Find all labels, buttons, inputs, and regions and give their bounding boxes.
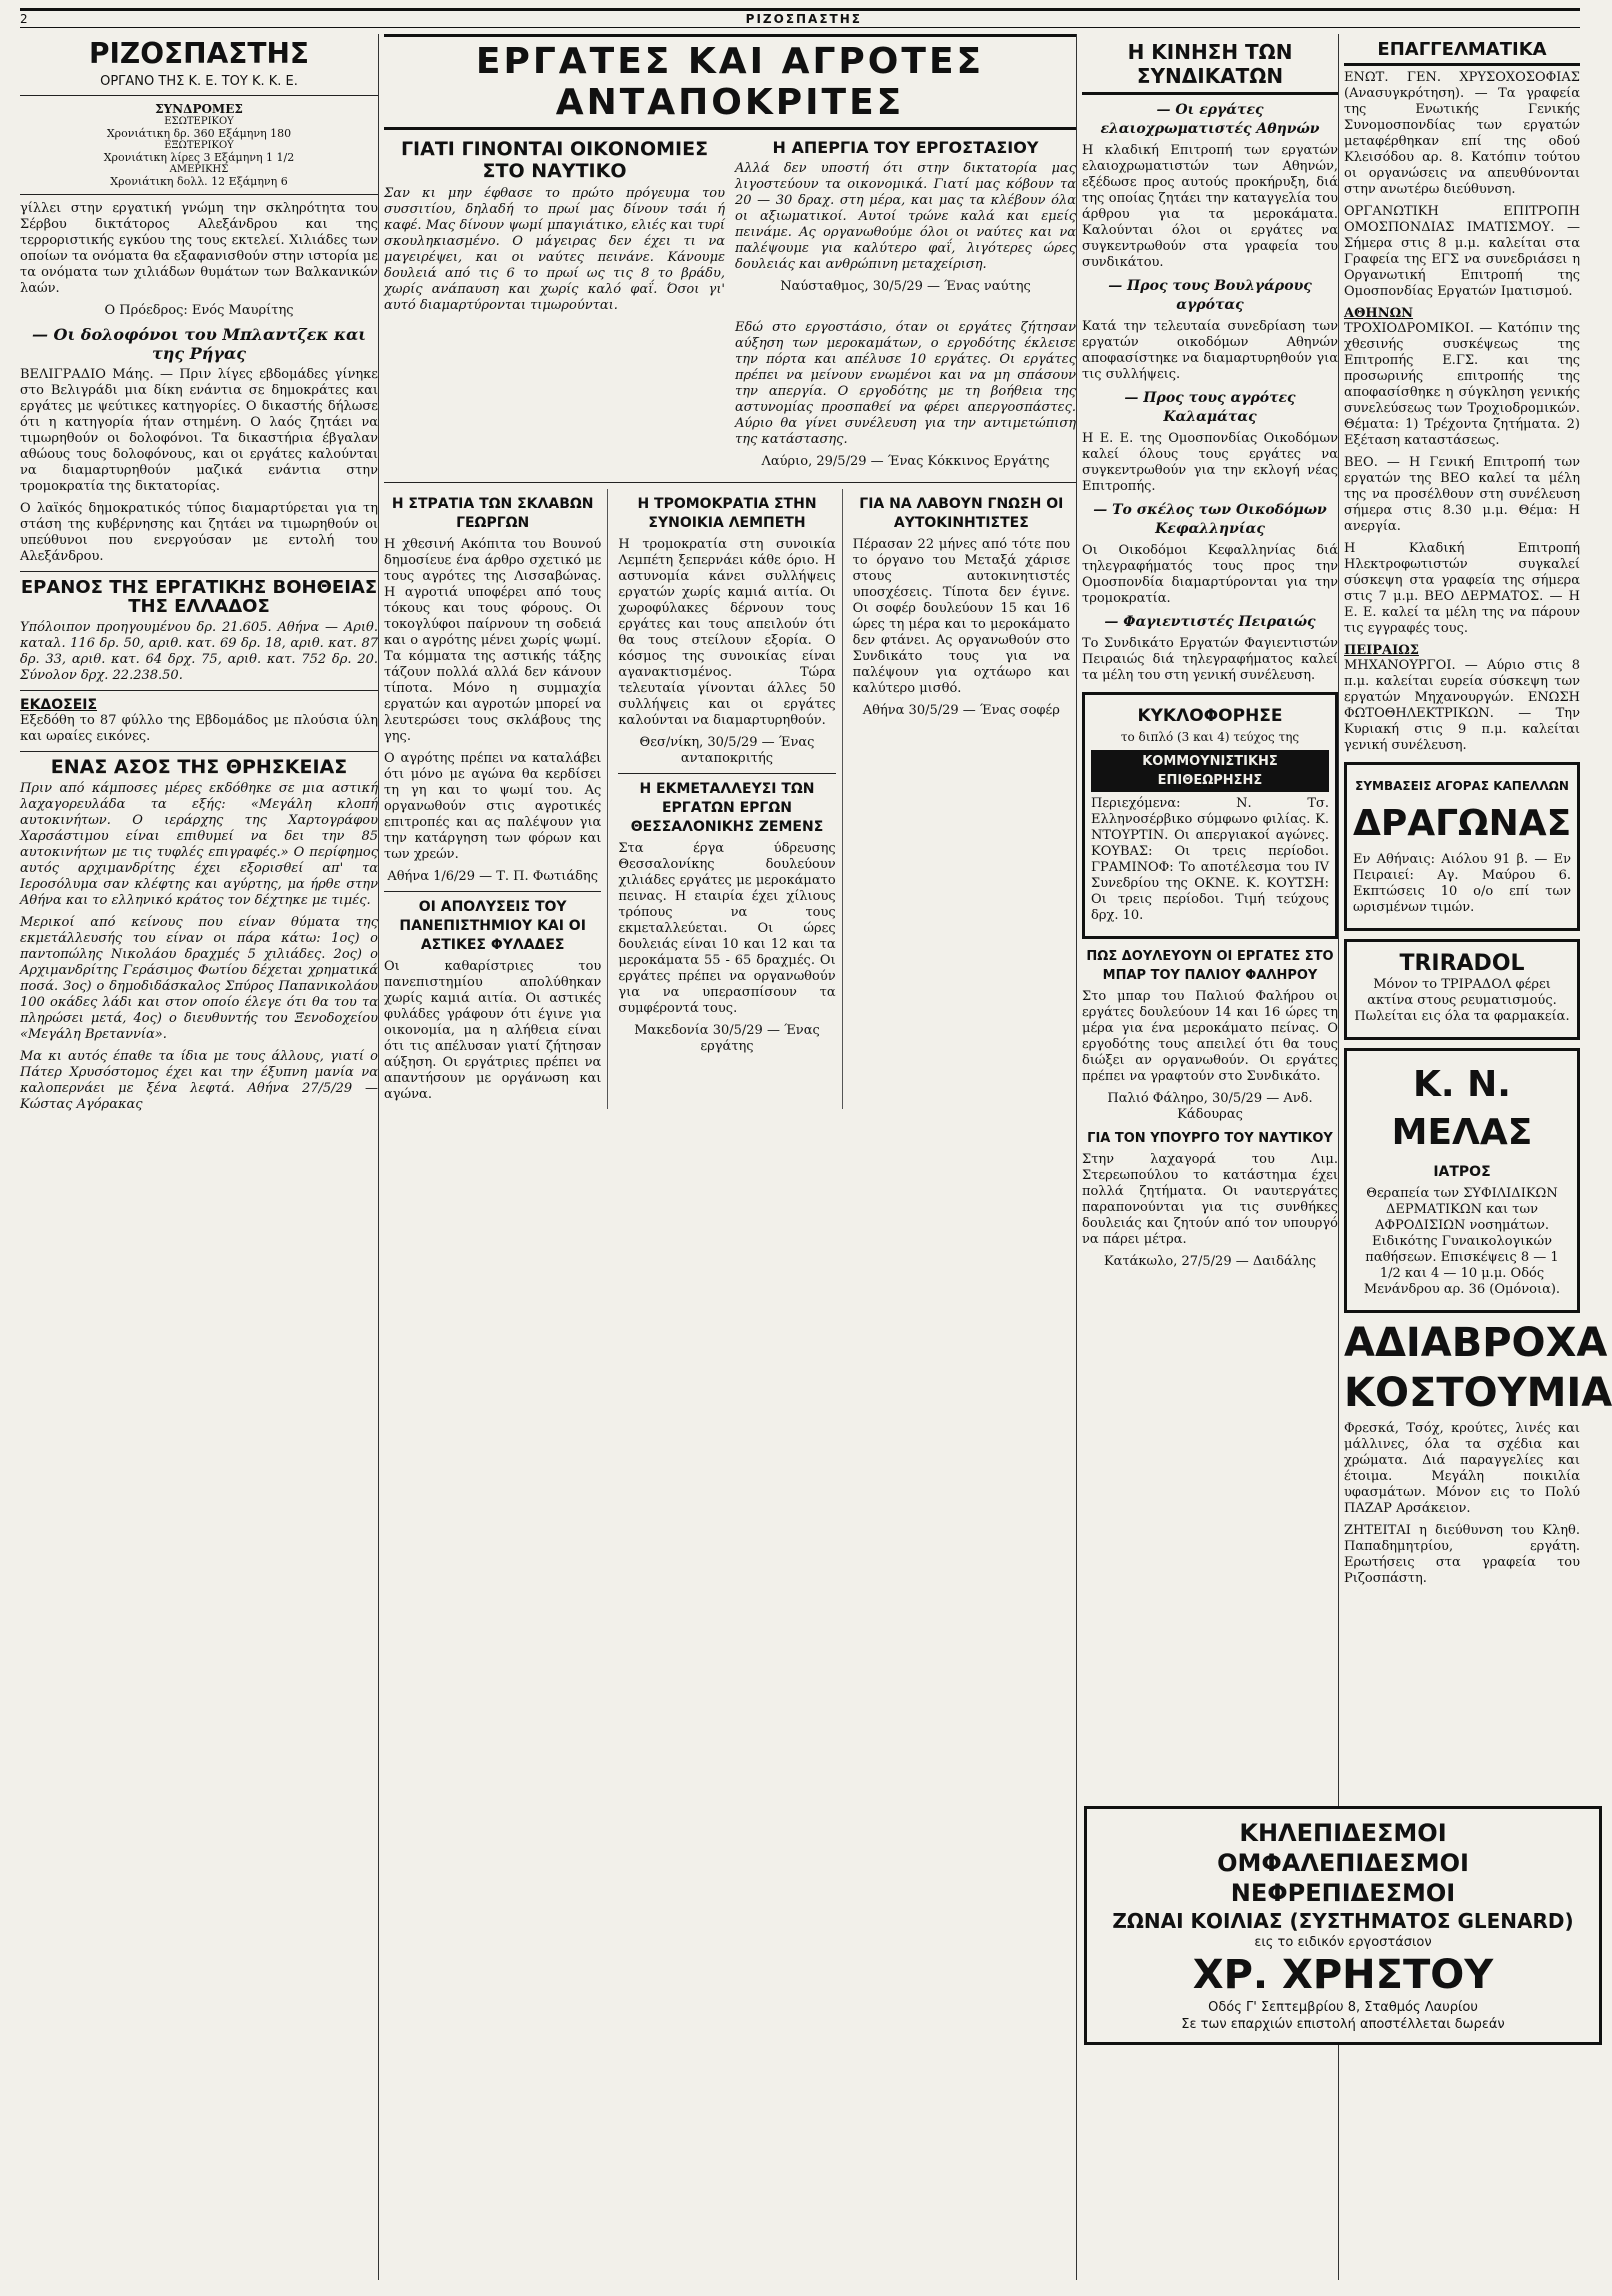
unions-t7-sign: Κατάκωλο, 27/5/29 — Δαιδάλης — [1103, 1254, 1317, 1269]
article-6-text: Οι καθαρίστριες του πανεπιστημίου απολύθηκαν χωρίς καμιά αιτία. Οι αστικές φυλάδες γράφουν ότι έγινε για οικονομία, μα η αλήθεια είναι ότι τις απέλυσαν γιατί ζήτησαν αύξηση. Οι εργάτριες πρέπει να απαντήσουν με οργάνωση και αγώνα. — [384, 959, 602, 1102]
ad-bandages-line4: ΖΩΝΑΙ ΚΟΙΛΙΑΣ (ΣΥΣΤΗΜΑΤΟΣ GLENARD) — [1112, 1909, 1574, 1933]
ad-bandages-line3: ΝΕΦΡΕΠΙΔΕΣΜΟΙ — [1230, 1879, 1456, 1907]
unions-h6: ΠΩΣ ΔΟΥΛΕΥΟΥΝ ΟΙ ΕΡΓΑΤΕΣ ΣΤΟ ΜΠΑΡ ΤΟΥ ΠΑΛΙΟΥ ΦΑΛΗΡΟΥ — [1086, 949, 1334, 983]
ad-raincoats-line1: ΑΔΙΑΒΡΟΧΑ — [1344, 1320, 1608, 1366]
editions-text: Εξεδόθη το 87 φύλλο της Εβδομάδος με πλούσια ύλη και ωραίες εικόνες. — [20, 713, 378, 744]
ad-dragonas-text: Εν Αθήναις: Αιόλου 91 β. — Εν Πειραιεί: Αγ. Μαύρου 6. Εκπτώσεις 10 ο/ο επί των ωρισμένων τιμών. — [1353, 852, 1571, 915]
main-column — [384, 34, 1077, 2280]
article-5-sign: Μακεδονία 30/5/29 — Ένας εργάτης — [634, 1023, 820, 1054]
article-1-text: Σαν κι μην έφθασε το πρώτο πρόγευμα του συσσιτίου, δηλαδή το πρωί μας δίνουν τσάι ή καφέ. Μας δίνουν ψωμί μπαγιάτικο, ελιές και τυρί σκουληκιασμένο. Ο μάγειρας δεν έχει τι να μαγειρέψει, και οι ναύτες πεινάνε. Κάνουμε δουλειά από τις 6 το πρωί ως τις 8 το βράδυ, χωρίς ανάπαυση και χωρίς καλό φαΐ. Όσοι γι' αυτό διαμαρτύρονται τιμωρούνται. — [384, 186, 725, 313]
ad-raincoats-text: Φρεσκά, Τσόχ, κρούτες, λινές και μάλλινες, όλα τα σχέδια και χρώματα. Διά παραγγελίες και έτοιμα. Μεγάλη ποικιλία υφασμάτων. Μόνον εις το Πολύ ΠΑΖΑΡ Αρσάκειον. — [1344, 1421, 1580, 1516]
circulation-sub: το διπλό (3 και 4) τεύχος της — [1120, 730, 1300, 744]
article-1-title: ΓΙΑΤΙ ΓΙΝΟΝΤΑΙ ΟΙΚΟΝΟΜΙΕΣ ΣΤΟ ΝΑΥΤΙΚΟ — [400, 138, 709, 182]
unions-t1: Η κλαδική Επιτροπή των εργατών ελαιοχρωματιστών των Αθηνών, εξέδωσε προς αυτούς προκήρυξη, διά της οποίας ζητάει την καταγγελία του άρθρου για τα μεροκάματα. Καλούνται όλοι οι εργάτες να συγκεντρωθούν στα γραφεία του συνδικάτου. — [1082, 143, 1338, 270]
paper-organ: ΟΡΓΑΝΟ ΤΗΣ Κ. Ε. ΤΟΥ Κ. Κ. Ε. — [100, 74, 298, 89]
article-3-title: Η ΣΤΡΑΤΙΑ ΤΩΝ ΣΚΛΑΒΩΝ ΓΕΩΡΓΩΝ — [391, 496, 594, 531]
unions-h3: — Προς τους αγρότες Καλαμάτας — [1124, 390, 1296, 425]
ad-bandages-line8: Σε των επαρχιών επιστολή αποστέλλεται δωρεάν — [1181, 2017, 1505, 2032]
ad-triradol-name: TRIRADOL — [1399, 951, 1525, 976]
ad-melas-text: Θεραπεία των ΣΥΦΙΛΙΔΙΚΩΝ ΔΕΡΜΑΤΙΚΩΝ και των ΑΦΡΟΔΙΣΙΩΝ νοσημάτων. Ειδικότης Γυναικολογικών παθήσεων. Επισκέψεις 8 — 1 1/2 και 4 — 10 μ.μ. Οδός Μενάνδρου αρ. 36 (Ομόνοια). — [1363, 1186, 1561, 1297]
unions-t4: Οι Οικοδόμοι Κεφαλληνίας διά τηλεγραφήματός τους προς την Ομοσπονδία διαμαρτύρονται για την τρομοκρατία. — [1082, 543, 1338, 606]
ad-bandages-line7: Οδός Γ' Σεπτεμβρίου 8, Σταθμός Λαυρίου — [1208, 2000, 1478, 2015]
ad-bandages-line6: ΧΡ. ΧΡΗΣΤΟΥ — [1192, 1952, 1494, 1998]
editions-head: ΕΚΔΟΣΕΙΣ — [20, 697, 98, 713]
ad-melas — [1344, 1048, 1580, 1313]
wanted-notice: ΖΗΤΕΙΤΑΙ η διεύθυνση του Κληθ. Παπαδημητρίου, εργάτη. Ερωτήσεις στα γραφεία του Ριζοσπάστη. — [1344, 1523, 1580, 1586]
subscriptions-america: ΑΜΕΡΙΚΗΣ — [169, 164, 229, 175]
article-1-text-2: Αλλά δεν υποστή ότι στην δικτατορία μας λιγοστεύουν τα οικονομικά. Γιατί μας κόβουν τα 20 — 30 δραχ. στη μέρα, και μας τα κλέβουν όλα οι αξιωματικοί. Αυτοί τρώνε καλά και εμείς πεινάμε. Ας οργανωθούμε όλοι οι ναύτες και να παλέψουμε για καλύτερο φαΐ, λιγότερες ώρες δουλειάς και ανθρώπινη μεταχείριση. — [735, 161, 1076, 272]
top-bar — [20, 8, 1580, 28]
subscriptions-line2: Χρονιάτικη λίρες 3 Εξάμηνη 1 1/2 — [103, 151, 295, 164]
subscriptions-abroad: ΕΞΩΤΕΡΙΚΟΥ — [164, 140, 234, 151]
ad-bandages-line5: εις το ειδικόν εργοστάσιον — [1254, 1935, 1432, 1950]
subscriptions-head: ΣΥΝΔΡΟΜΕΣ — [155, 102, 243, 116]
professional-e4: ΒΕΟ. — Η Γενική Επιτροπή των εργατών της ΒΕΟ καλεί τα μέλη της να προσέλθουν στη συνέλευση σήμερα στις 8.30 μ.μ. Θέμα: Η ανεργία. — [1344, 455, 1580, 534]
article-5-title: Η ΕΚΜΕΤΑΛΛΕΥΣΙ ΤΩΝ ΕΡΓΑΤΩΝ ΕΡΓΩΝ ΘΕΣΣΑΛΟΝΙΚΗΣ ΖΕΜΕΝΣ — [630, 781, 824, 835]
article-2-sign: Λαύριο, 29/5/29 — Ένας Κόκκινος Εργάτης — [761, 454, 1050, 469]
left-column — [20, 34, 379, 2280]
unions-t6: Στο μπαρ του Παλιού Φαλήρου οι εργάτες δουλεύουν 14 και 16 ώρες τη μέρα για ένα μεροκάματο πείνας. Ο εργοδότης τους απειλεί ότι θα τους διώξει αν οργανωθούν. Οι εργάτες πρέπει να γραφτούν στο Συνδικάτο. — [1082, 989, 1338, 1084]
subscriptions-line3: Χρονιάτικη δολλ. 12 Εξάμηνη 6 — [110, 175, 288, 188]
article-6-title: ΟΙ ΑΠΟΛΥΣΕΙΣ ΤΟΥ ΠΑΝΕΠΙΣΤΗΜΙΟΥ ΚΑΙ ΟΙ ΑΣΤΙΚΕΣ ΦΥΛΑΔΕΣ — [399, 899, 586, 953]
unions-t5: Το Συνδικάτο Εργατών Φαγιεντιστών Πειραιώς διά τηλεγραφήματος καλεί τα μέλη του στη γενική συνέλευση. — [1082, 636, 1338, 683]
article-text-3: Μα κι αυτός έπαθε τα ίδια με τους άλλους, γιατί ο Πάτερ Χρυσόστομος έχει και την έξυπνη μανία να καλοπερνάει με ξένα λεφτά. Αθήνα 27/5/29 — Κώστας Αγόρακας — [20, 1049, 378, 1112]
ad-melas-role: ΙΑΤΡΟΣ — [1433, 1164, 1491, 1180]
article-7-text: Πέρασαν 22 μήνες από τότε που το όργανο του Μεταξά χάρισε στους αυτοκινητιστές υποσχέσεις. Τίποτα δεν έγινε. Οι σοφέρ δουλεύουν 15 και 16 ώρες τη μέρα και το μεροκάματο δεν φτάνει. Ας οργανωθούν στο Συνδικάτο τους για να παλέψουν για οχτάωρο και καλύτερο μισθό. — [852, 537, 1070, 696]
unions-h7: ΓΙΑ ΤΟΝ ΥΠΟΥΡΓΟ ΤΟΥ ΝΑΥΤΙΚΟΥ — [1087, 1131, 1333, 1146]
unions-t6-sign: Παλιό Φάληρο, 30/5/29 — Ανδ. Κάδουρας — [1107, 1091, 1313, 1122]
intro-text: γίλλει στην εργατική γνώμη την σκληρότητα του Σέρβου δικτάτορος Αλεξάνδρου και της τερροριστικής εγκύου της τους εκτελεί. Χιλιάδες των οποίων τα ονόματα θα εξαφανισθούν στην ιστορία με τα ονόματα των χιλιάδων θυμάτων των Βαλκανικών λαών. — [20, 201, 378, 296]
circulation-name: ΚΟΜΜΟΥΝΙΣΤΙΚΗΣ ΕΠΙΘΕΩΡΗΣΗΣ — [1091, 750, 1329, 792]
ad-bandages-line2: ΟΜΦΑΛΕΠΙΔΕΣΜΟΙ — [1217, 1849, 1469, 1877]
unions-title: Η ΚΙΝΗΣΗ ΤΩΝ ΣΥΝΔΙΚΑΤΩΝ — [1082, 40, 1338, 95]
unions-h2: — Προς τους Βουλγάρους αγρότας — [1108, 278, 1312, 313]
top-masthead: ΡΙΖΟΣΠΑΣΤΗΣ — [745, 12, 862, 26]
paper-title: ΡΙΖΟΣΠΑΣΤΗΣ — [88, 37, 310, 70]
location-piraeus: ΠΕΙΡΑΙΩΣ — [1344, 643, 1419, 658]
circulation-box — [1082, 692, 1338, 939]
section-title: — Οι δολοφόνοι του Μπλαντζεκ και της Ρήγας — [31, 325, 367, 363]
unions-h4: — Το σκέλος των Οικοδόμων Κεφαλληνίας — [1093, 502, 1327, 537]
location-athens: ΑΘΗΝΩΝ — [1344, 306, 1414, 321]
ad-dragonas — [1344, 762, 1580, 931]
professional-e2: ΟΡΓΑΝΩΤΙΚΗ ΕΠΙΤΡΟΠΗ ΟΜΟΣΠΟΝΔΙΑΣ ΙΜΑΤΙΣΜΟΥ. — Σήμερα στις 8 μ.μ. καλείται στα Γραφεία της ΕΓΣ να συνεδριάσει η Οργανωτική Επιτροπή της Ομοσπονδίας Εργατών Ιματισμού. — [1344, 204, 1580, 299]
intro-signoff: Ο Πρόεδρος: Ενός Μαυρίτης — [104, 303, 294, 318]
professional-e5: Η Κλαδική Επιτροπή Ηλεκτροφωτιστών συγκαλεί σύσκεψη στα γραφεία της σήμερα στις 7 μ.μ. ΒΕΟ ΔΕΡΜΑΤΟΣ. — Η Ε. Ε. καλεί τα μέλη της να πάρουν τις εγγραφές τους. — [1344, 541, 1580, 636]
article-title: ΕΝΑΣ ΑΣΟΣ ΤΗΣ ΘΡΗΣΚΕΙΑΣ — [50, 756, 348, 778]
fund-text: Υπόλοιπον προηγουμένου δρ. 21.605. Αθήνα — Αριθ. καταλ. 116 δρ. 50, αριθ. κατ. 69 δρ. 18, αριθ. κατ. 87 δρ. 33, αριθ. κατ. 64 δρχ. 75, αριθ. κατ. 752 δρ. 20. Σύνολον δρχ. 22.238.50. — [20, 620, 378, 683]
article-2-text: Εδώ στο εργοστάσιο, όταν οι εργάτες ζήτησαν αύξηση των μεροκαμάτων, ο εργοδότης έκλεισε την πόρτα και απέλυσε 10 εργάτες. Οι εργάτες πρέπει να μείνουν ενωμένοι και να μη σπάσουν την απεργία. Ο εργοδότης με τη βοήθεια της αστυνομίας προσπαθεί να φέρει απεργοσπάστες. Αύριο θα γίνει συνέλευση για την αντιμετώπιση της κατάστασης. — [735, 320, 1076, 447]
unions-h5: — Φαγιεντιστές Πειραιώς — [1104, 614, 1316, 630]
unions-t3: Η Ε. Ε. της Ομοσπονδίας Οικοδόμων καλεί όλους τους εργάτες να συγκεντρωθούν για την εκλογή νέας Επιτροπής. — [1082, 431, 1338, 494]
ad-triradol — [1344, 939, 1580, 1040]
article-7-sign: Αθήνα 30/5/29 — Ένας σοφέρ — [862, 703, 1060, 718]
professional-e6: ΜΗΧΑΝΟΥΡΓΟΙ. — Αύριο στις 8 π.μ. καλείται ευρεία σύσκεψη των εργατών Μηχανουργών. ΕΝΩΣΗ ΦΩΤΟΘΗΛΕΚΤΡΙΚΩΝ. — Την Κυριακή στις 9 π.μ. καλείται γενική συνέλευση. — [1344, 658, 1580, 753]
ad-triradol-text: Μόνον το ΤΡΙΡΑΔΟΛ φέρει ακτίνα στους ρευματισμούς. Πωλείται εις όλα τα φαρμακεία. — [1354, 977, 1570, 1024]
article-text: Πριν από κάμποσες μέρες εκδόθηκε σε μια αστική λαχαγορευλάδα τα εξής: «Μεγάλη κλοπή αυτοκινήτων. Ο ιεράρχης της Χαρτογράφου Χαρσάστιμου είναι επιθυμεί να δει την 85 αυτοκινήτων με τις τυφλές επιγραφές.» Ο περίφημος αυτός αρχιμανδρίτης έχει εξορισθεί απ' τα Ιεροσόλυμα σαν κλέφτης και αγύρτης, μα ήρθε στην Αθήνα και το ελληνικό κράτος τον δέχτηκε με τιμές. — [20, 781, 378, 908]
article-3-text-2: Ο αγρότης πρέπει να καταλάβει ότι μόνο με αγώνα θα κερδίσει τη γη και το ψωμί του. Ας οργανωθούν στις αγροτικές επιτροπές και ας παλέψουν για την κατάργηση των φόρων και των χρεών. — [384, 751, 602, 862]
ad-raincoats — [1344, 1320, 1612, 1517]
ad-bandages — [1084, 1806, 1602, 2045]
article-4-title: Η ΤΡΟΜΟΚΡΑΤΙΑ ΣΤΗΝ ΣΥΝΟΙΚΙΑ ΛΕΜΠΕΤΗ — [637, 496, 817, 531]
fund-title: ΕΡΑΝΟΣ ΤΗΣ ΕΡΓΑΤΙΚΗΣ ΒΟΗΘΕΙΑΣ ΤΗΣ ΕΛΛΑΔΟΣ — [20, 577, 378, 617]
ad-melas-name: Κ. Ν. ΜΕΛΑΣ — [1391, 1064, 1533, 1153]
article-5-text: Στα έργα ύδρευσης Θεσσαλονίκης δουλεύουν χιλιάδες εργάτες με μεροκάματο πεινας. Η εταιρία έχει χίλιους τρόπους να τους εκμεταλλεύεται. Οι ώρες δουλειάς είναι 10 και 12 και τα μεροκάματα 55 - 65 δραχμές. Οι εργάτες πρέπει να οργανωθούν για να υπερασπίσουν τα συμφέροντά τους. — [618, 841, 836, 1016]
main-banner: ΕΡΓΑΤΕΣ ΚΑΙ ΑΓΡΟΤΕΣ ΑΝΤΑΠΟΚΡΙΤΕΣ — [384, 34, 1076, 130]
circulation-text: Περιεχόμενα: Ν. Τσ. Ελληνοσέρβικο σύμφωνο φιλίας. Κ. ΝΤΟΥΡΤΙΝ. Οι απεργιακοί αγώνες. ΚΟΥΒΑΣ: Οι τρεις περίοδοι. ΓΡΑΜΙΝΟΦ: Το αποτέλεσμα του ΙV Συνεδρίου της ΟΚΝΕ. Κ. ΚΟΥΤΣΗ: Οι τρεις περίοδοι. Τιμή τεύχους δρχ. 10. — [1091, 796, 1329, 923]
article-text-2: Μερικοί από κείνους που είναν θύματα της εκμετάλλευσής του είναν οι πάρα κάτω: 1ος) ο παντοπώλης Νικολάου δραχμές 5 χιλιάδες. 2ος) ο Αρχιμανδρίτης Γεράσιμος Φωτίου δέχεται χρηματικά ποσά. 3ος) ο δημοδιδάσκαλος Σπύρος Παπανικολάου 100 οκάδες λάδι και στον οποίο έλεγε ότι θα του τα πληρώσει μετά, 4ος) ο διευθυντής του Ξενοδοχείου «Μεγάλη Βρεταννία». — [20, 915, 378, 1042]
article-4-text: Η τρομοκρατία στη συνοικία Λεμπέτη ξεπερνάει κάθε όριο. Η αστυνομία κάνει συλλήψεις εργατών χωρίς καμιά αιτία. Οι χωροφύλακες δέρνουν τους εργάτες και τους απειλούν ότι θα τους στείλουν εξορία. Ο κόσμος της συνοικίας είναι αγανακτισμένος. Τώρα τελευταία γίνονται άλλες 50 συλλήψεις και οι εργάτες καλούνται να διαμαρτυρηθούν. — [618, 537, 836, 728]
article-4-sign: Θεσ/νίκη, 30/5/29 — Ένας ανταποκριτής — [639, 735, 815, 766]
unions-t7: Στην λαχαγορά του Λιμ. Στερεωπούλου το κατάστημα έχει πολλά ζητήματα. Οι ναυτεργάτες παραπονούνται για τις συνθήκες δουλειάς και ζητούν από τον υπουργό να πάρει μέτρα. — [1082, 1152, 1338, 1247]
ad-bandages-line1: ΚΗΛΕΠΙΔΕΣΜΟΙ — [1239, 1819, 1447, 1847]
article-2-title: Η ΑΠΕΡΓΙΑ ΤΟΥ ΕΡΓΟΣΤΑΣΙΟΥ — [772, 138, 1039, 157]
subscriptions-line1: Χρονιάτικη δρ. 360 Εξάμηνη 180 — [106, 127, 292, 140]
unions-t2: Κατά την τελευταία συνεδρίαση των εργατών οικοδόμων Αθηνών αποφασίστηκε να διαμαρτυρηθούν για τις συλλήψεις. — [1082, 319, 1338, 382]
section-text-2: Ο λαϊκός δημοκρατικός τύπος διαμαρτύρεται για τη στάση της κυβέρνησης και ζητάει να τιμωρηθούν οι υπεύθυνοι που ενεργούσαν με εντολή του Αλεξάνδρου. — [20, 501, 378, 564]
page-number: 2 — [20, 12, 28, 26]
article-1-sign: Ναύσταθμος, 30/5/29 — Ένας ναύτης — [780, 279, 1031, 294]
subscriptions-interior: ΕΣΩΤΕΡΙΚΟΥ — [164, 116, 234, 127]
article-3-sign: Αθήνα 1/6/29 — Τ. Π. Φωτιάδης — [387, 869, 598, 884]
professional-title: ΕΠΑΓΓΕΛΜΑΤΙΚΑ — [1344, 40, 1580, 66]
ad-dragonas-name: ΔΡΑΓΩΝΑΣ — [1353, 803, 1572, 844]
article-7-title: ΓΙΑ ΝΑ ΛΑΒΟΥΝ ΓΝΩΣΗ ΟΙ ΑΥΤΟΚΙΝΗΤΙΣΤΕΣ — [859, 496, 1064, 531]
section-text: ΒΕΛΙΓΡΑΔΙΟ Μάης. — Πριν λίγες εβδομάδες γίνηκε στο Βελιγράδι μια δίκη ενάντια σε δημοκράτες και εργάτες με ψεύτικες κατηγορίες. Ο δικαστής δήλωσε ότι η κατηγορία ήταν στημένη. Ο λαός ζητάει να τιμωρηθούν οι δολοφόνοι. Τα δικαστήρια έβγαλαν αθώους τους δολοφόνους, και οι εργάτες καλούνται να διαμαρτυρηθούν μαζικά ενάντια στην τρομοκρατία της δικτατορίας. — [20, 367, 378, 494]
ad-raincoats-line2: ΚΟΣΤΟΥΜΙΑ — [1344, 1370, 1612, 1416]
professional-e3: ΤΡΟΧΙΟΔΡΟΜΙΚΟΙ. — Κατόπιν της χθεσινής συσκέψεως της Επιτροπής Ε.ΓΣ. και της προσωρινής επιτροπής της αποφασίσθηκε η σύγκληση γενικής συνελεύσεως των Τροχιοδρομικών. Θέματα: 1) Τρέχοντα ζητήματα. 2) Εξέταση καταστάσεως. — [1344, 321, 1580, 448]
professional-e1: ΕΝΩΤ. ΓΕΝ. ΧΡΥΣΟΧΟΣΟΦΙΑΣ (Ανασυγκρότηση). — Τα γραφεία της Ενωτικής Γενικής Συνομοσπονδίας των εργατών μεταφέρθηκαν επί της οδού Κλεισόδου αρ. 8. Κατόπιν τούτου οι οργανώσεις να απευθύνονται στην ανωτέρω διεύθυνση. — [1344, 70, 1580, 197]
circulation-title: ΚΥΚΛΟΦΟΡΗΣΕ — [1137, 706, 1283, 726]
unions-h1: — Οι εργάτες ελαιοχρωματιστές Αθηνών — [1100, 102, 1320, 137]
article-3-text: Η χθεσινή Ακόπιτα του Βουνού δημοσίευε ένα άρθρο σχετικό με τους αγρότες της Λισσαβώνας. Η αγροτιά υποφέρει από τους τόκους και τους φόρους. Οι τοκογλύφοι παίρνουν τη σοδειά και ο αγρότης μένει χωρίς ψωμί. Τα κόμματα της αστικής τάξης τάζουν πολλά αλλά δεν κάνουν τίποτα. Μόνο η συμμαχία εργατών και αγροτών μπορεί να λευτερώσει τους σκλάβους της γης. — [384, 537, 602, 744]
ad-dragonas-head: ΣΥΜΒΑΣΕΙΣ ΑΓΟΡΑΣ ΚΑΠΕΛΛΩΝ — [1355, 779, 1569, 793]
